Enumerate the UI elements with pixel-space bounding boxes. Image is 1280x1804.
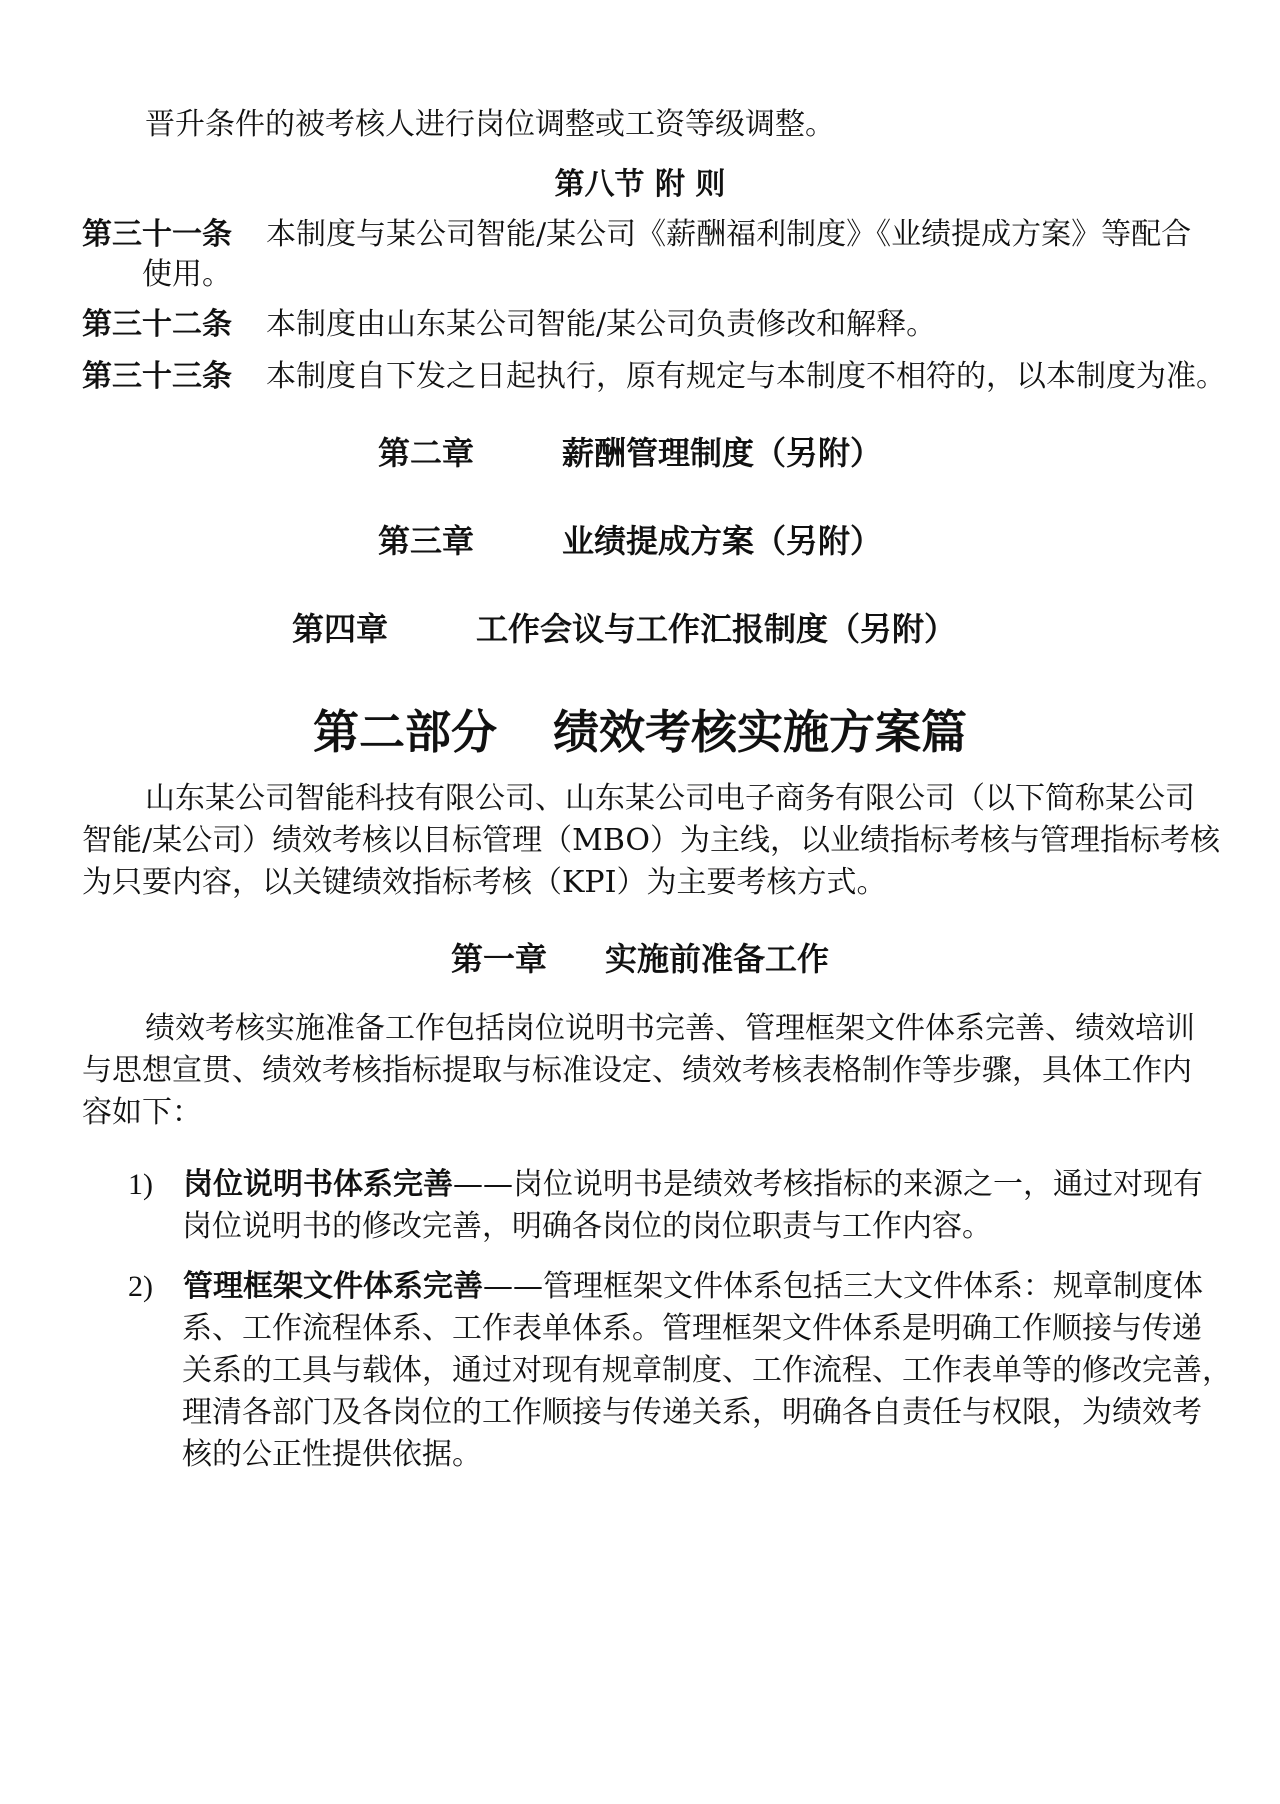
chapter-heading — [378, 432, 882, 474]
intro-line: 为只要内容，以关键绩效指标考核（KPI）为主要考核方式。 — [82, 865, 887, 900]
chapter-number: 第一章 — [450, 940, 547, 978]
article-text: 本制度自下发之日起执行，原有规定与本制度不相符的，以本制度为准。 — [266, 359, 1226, 394]
article-number: 第三十一条 — [82, 217, 232, 252]
part-number: 第二部分 — [313, 705, 497, 759]
list-text: ——岗位说明书是绩效考核指标的来源之一，通过对现有 — [453, 1167, 1203, 1202]
list-item — [128, 1164, 1203, 1206]
list-term: 岗位说明书体系完善 — [183, 1167, 453, 1202]
list-number: 2) — [128, 1270, 153, 1303]
article-33 — [82, 356, 1226, 398]
article-31 — [82, 214, 1191, 256]
chapter-title: 工作会议与工作汇报制度（另附） — [476, 610, 957, 648]
intro-line: 山东某公司智能科技有限公司、山东某公司电子商务有限公司（以下简称某公司 — [145, 781, 1195, 816]
intro-line: 智能/某公司）绩效考核以目标管理（MBO）为主线，以业绩指标考核与管理指标考核 — [82, 823, 1221, 858]
chapter-title: 薪酬管理制度（另附） — [562, 434, 883, 472]
chapter-heading — [0, 938, 1280, 980]
article-text: 本制度与某公司智能/某公司《薪酬福利制度》《业绩提成方案》等配合 — [266, 217, 1192, 252]
article-text: 本制度由山东某公司智能/某公司负责修改和解释。 — [266, 307, 937, 342]
list-text-line: 系、工作流程体系、工作表单体系。管理框架文件体系是明确工作顺接与传递 — [182, 1311, 1202, 1346]
article-number: 第三十三条 — [82, 359, 232, 394]
paragraph-line: 容如下： — [82, 1095, 202, 1130]
chapter-title: 业绩提成方案（另附） — [562, 522, 883, 560]
chapter-heading — [378, 520, 882, 562]
list-item — [128, 1266, 1203, 1308]
list-text-line: 核的公正性提供依据。 — [182, 1437, 482, 1472]
list-text-line: 理清各部门及各岗位的工作顺接与传递关系，明确各自责任与权限，为绩效考 — [182, 1395, 1202, 1430]
chapter-number: 第三章 — [378, 522, 475, 560]
paragraph-line: 绩效考核实施准备工作包括岗位说明书完善、管理框架文件体系完善、绩效培训 — [145, 1011, 1195, 1046]
list-text-line: 关系的工具与载体，通过对现有规章制度、工作流程、工作表单等的修改完善， — [182, 1353, 1232, 1388]
chapter-number: 第二章 — [378, 434, 475, 472]
list-term: 管理框架文件体系完善 — [183, 1269, 483, 1304]
chapter-title: 实施前准备工作 — [605, 940, 830, 978]
paragraph-line: 与思想宣贯、绩效考核指标提取与标准设定、绩效考核表格制作等步骤，具体工作内 — [82, 1053, 1192, 1088]
section-title: 第八节 附 则 — [554, 167, 726, 202]
article-31-continuation: 使用。 — [142, 257, 232, 292]
list-text: ——管理框架文件体系包括三大文件体系：规章制度体 — [483, 1269, 1203, 1304]
part-name: 绩效考核实施方案篇 — [553, 705, 967, 759]
article-32 — [82, 304, 936, 346]
chapter-heading — [292, 608, 956, 650]
list-text-line: 岗位说明书的修改完善，明确各岗位的岗位职责与工作内容。 — [182, 1209, 992, 1244]
paragraph-line: 晋升条件的被考核人进行岗位调整或工资等级调整。 — [145, 107, 835, 142]
article-number: 第三十二条 — [82, 307, 232, 342]
list-number: 1) — [128, 1168, 153, 1201]
chapter-number: 第四章 — [292, 610, 389, 648]
part-title — [0, 702, 1280, 762]
